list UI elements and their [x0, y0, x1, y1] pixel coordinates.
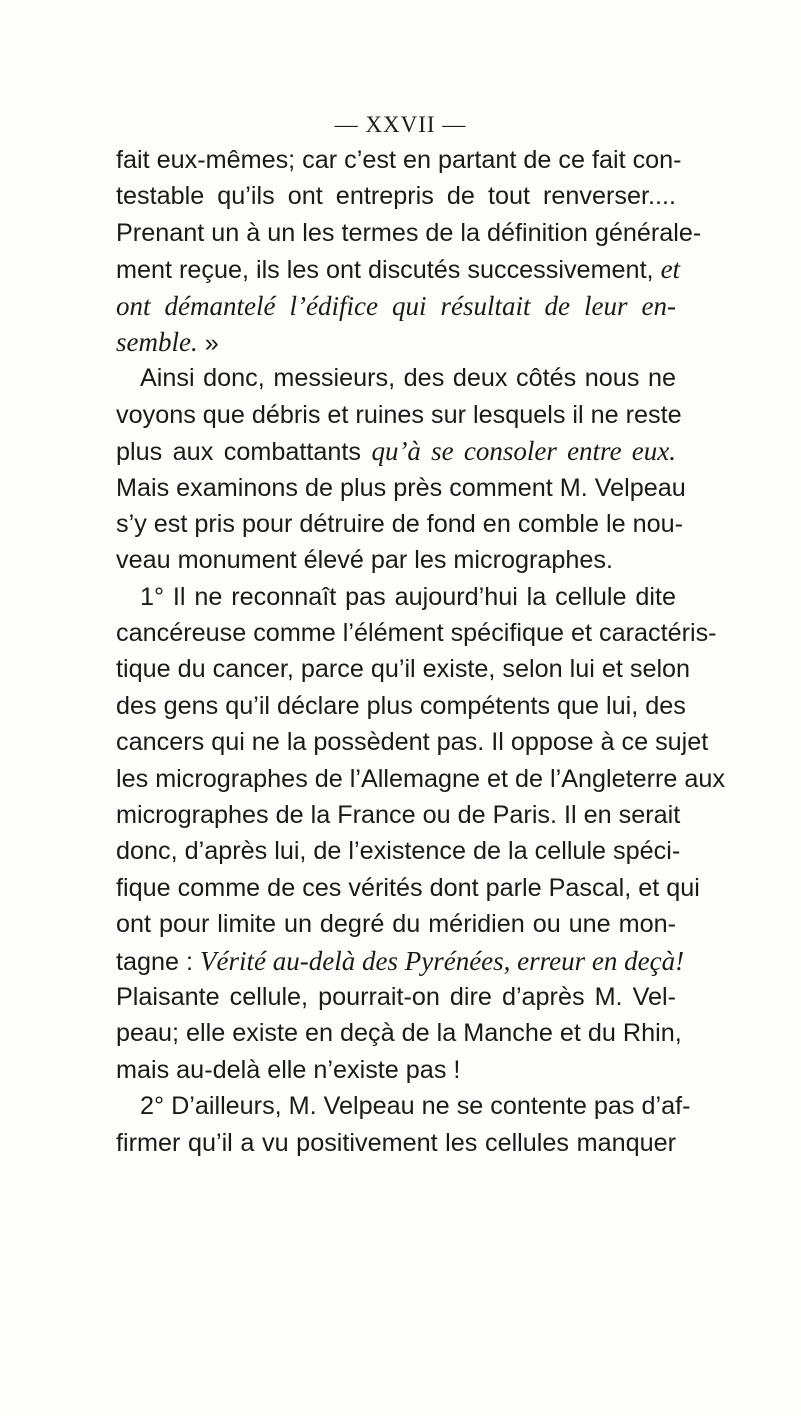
text-line	[116, 288, 676, 324]
text-segment: tique du cancer, parce qu’il existe, selon lui et selon	[116, 655, 691, 684]
text-segment: peau; elle existe en deçà de la Manche et du Rhin,	[116, 1019, 682, 1048]
text-segment: fait eux-mêmes; car c’est en partant de ce fait con-	[116, 146, 682, 174]
italic-text-segment: semble.	[116, 326, 198, 357]
text-line	[116, 324, 676, 360]
text-line	[116, 360, 676, 396]
text-segment: Plaisante cellule, pourrait-on dire d’après M. Vel-	[116, 982, 676, 1011]
text-segment: firmer qu’il a vu positivement les cellules manquer	[116, 1128, 676, 1157]
text-line	[116, 1125, 676, 1161]
text-segment: mais au-delà elle n’existe pas !	[116, 1055, 461, 1084]
text-segment: voyons que débris et ruines sur lesquels il ne reste	[116, 400, 682, 429]
text-segment: cancéreuse comme l’élément spécifique et caractéris-	[116, 619, 717, 648]
text-segment: plus aux combattants	[116, 438, 372, 467]
text-segment: ont pour limite un degré du méridien ou une mon-	[116, 910, 676, 939]
text-line	[116, 724, 709, 760]
text-line	[116, 1015, 682, 1051]
text-line	[116, 797, 681, 833]
italic-text-segment: Vérité au-delà des Pyrénées, erreur en deçà!	[200, 945, 685, 976]
text-segment: 1° Il ne reconnaît pas aujourd’hui la cellule dite	[140, 582, 676, 611]
text-line	[116, 761, 726, 797]
text-line	[116, 1052, 676, 1088]
text-segment: fique comme de ces vérités dont parle Pascal, et qui	[116, 873, 700, 902]
text-line	[116, 979, 676, 1015]
text-line	[116, 651, 691, 687]
italic-text-segment: qu’à se consoler entre eux.	[371, 436, 676, 467]
text-line	[116, 178, 676, 214]
text-line	[116, 870, 700, 906]
text-line	[116, 215, 702, 251]
text-segment: des gens qu’il déclare plus compétents que lui, des	[116, 691, 686, 720]
text-segment: micrographes de la France ou de Paris. Il en serait	[116, 801, 681, 830]
text-line	[116, 906, 676, 942]
text-line	[116, 1088, 691, 1124]
text-line	[116, 470, 686, 506]
italic-text-segment: ont démantelé l’édifice qui résultait de leur en-	[116, 290, 676, 321]
body-text	[116, 142, 726, 1161]
text-line	[116, 542, 676, 578]
text-segment: veau monument élevé par les micrographes.	[116, 546, 614, 575]
text-segment: tagne :	[116, 947, 201, 976]
text-segment: »	[197, 328, 219, 357]
text-segment: testable qu’ils ont entrepris de tout renverser....	[116, 182, 676, 211]
text-segment: cancers qui ne la possèdent pas. Il oppose à ce sujet	[116, 728, 709, 757]
text-line	[116, 579, 676, 615]
text-segment: Ainsi donc, messieurs, des deux côtés nous ne	[140, 364, 676, 393]
text-line	[116, 397, 682, 433]
text-segment: 2° D’ailleurs, M. Velpeau ne se contente pas d’af-	[140, 1092, 691, 1121]
text-segment: s’y est pris pour détruire de fond en comble le nou-	[116, 509, 684, 538]
text-line	[116, 943, 685, 979]
text-line	[116, 142, 682, 178]
text-line	[116, 688, 686, 724]
text-segment: Mais examinons de plus près comment M. Velpeau	[116, 473, 686, 502]
text-segment: les micrographes de l’Allemagne et de l’Angleterre aux	[116, 764, 726, 793]
text-line	[116, 615, 717, 651]
text-segment: donc, d’après lui, de l’existence de la cellule spéci-	[116, 837, 681, 866]
text-line	[116, 251, 681, 287]
text-segment: ment reçue, ils les ont discutés successivement,	[116, 256, 661, 285]
text-segment: Prenant un à un les termes de la définition générale-	[116, 218, 702, 247]
text-line	[116, 433, 676, 469]
page-number-header: — XXVII —	[334, 112, 467, 137]
italic-text-segment: et	[660, 254, 681, 285]
text-line	[116, 833, 681, 869]
text-line	[116, 506, 684, 542]
